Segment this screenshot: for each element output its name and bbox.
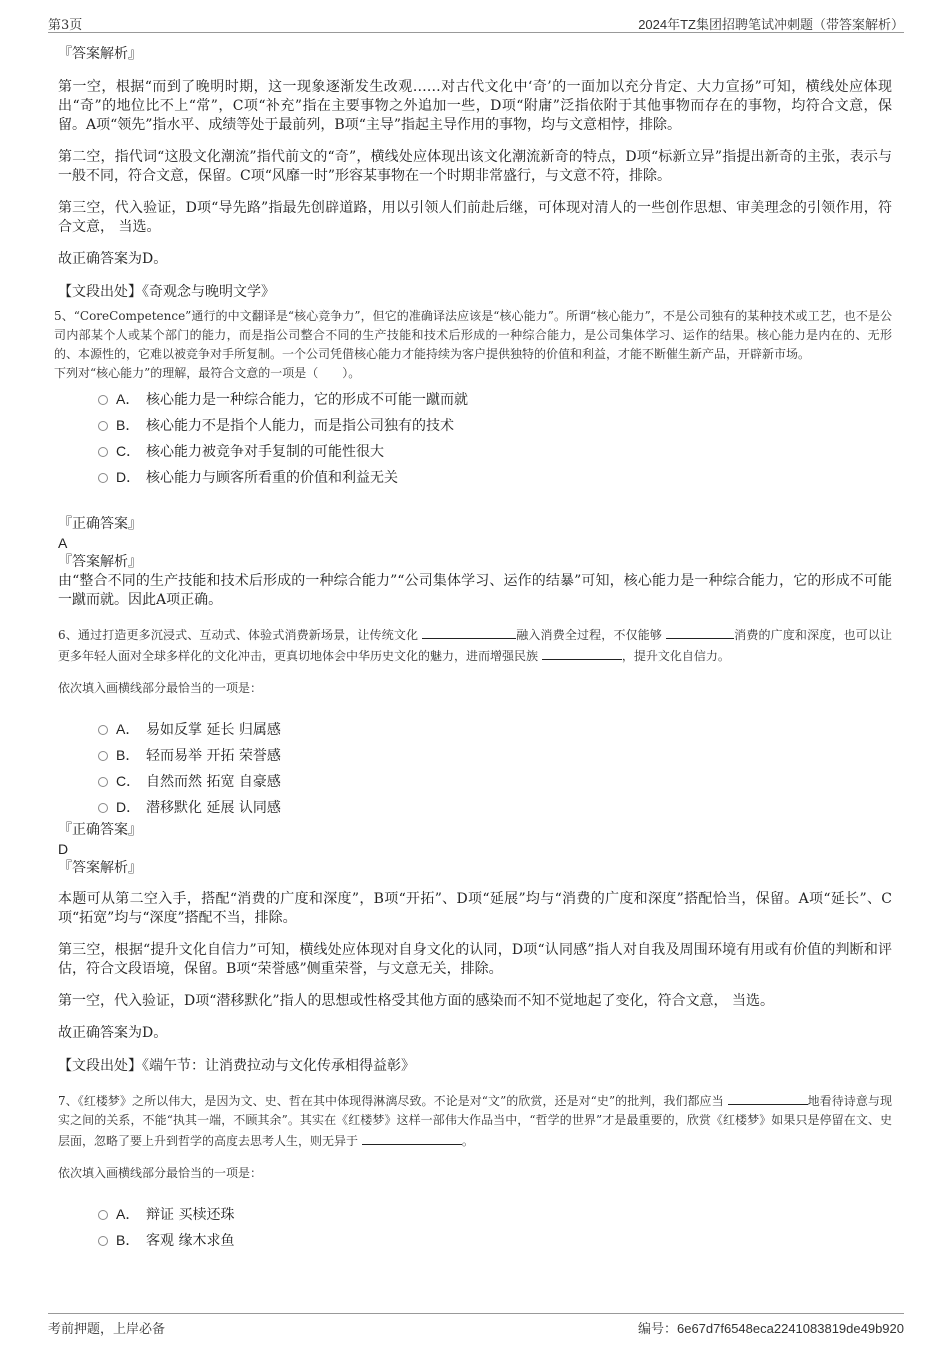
source-citation: 【文段出处】《端午节：让消费拉动与文化传承相得益彰》	[58, 1058, 415, 1074]
radio-button[interactable]	[98, 395, 108, 405]
page-footer	[48, 1313, 904, 1337]
question-stem: 5、“CoreCompetence”通行的中文翻译是“核心竞争力”，但它的准确译法应该是“核心能力”。所谓“核心能力”，不是公司独有的某种技术或工艺，也不是公司内部某个人或某个部门的能力，而是指公司整合不同的生产技能和技术后形成的一种综合能力，是公司集体学习、运作的结果。核心能力是内在的、无形的、本源性的，它难以被竞争对手所复制。一个公司凭借核心能力才能持续为客户提供独特的价值和利益，才能不断催生新产品，开辟新市场。	[54, 309, 892, 361]
source-citation: 【文段出处】《奇观念与晚明文学》	[58, 284, 275, 300]
radio-button[interactable]	[98, 803, 108, 813]
option-list	[58, 716, 892, 820]
option-list	[58, 1201, 892, 1253]
question-prompt: 依次填入画横线部分最恰当的一项是：	[58, 1166, 263, 1180]
analysis-paragraph: 第二空，指代词“这股文化潮流”指代前文的“奇”，横线处应体现出该文化潮流新奇的特点，D项“标新立异”指提出新奇的主张，表示与一般不同，符合文意，保留。C项“风靡一时”形容某事物在一个时期非常盛行，与文意不符，排除。	[58, 149, 892, 184]
correct-answer-label: 『正确答案』	[58, 822, 142, 838]
analysis-paragraph: 本题可从第二空入手，搭配“消费的广度和深度”，B项“开拓”、D项“延展”均与“消费的广度和深度”搭配恰当，保留。A项“延长”、C项“拓宽”均与“深度”搭配不当，排除。	[58, 891, 892, 926]
analysis-label: 『答案解析』	[58, 860, 142, 876]
document-code: 编号：6e67d7f6548eca2241083819de49b920	[637, 1321, 904, 1337]
answer-blank	[362, 1130, 462, 1145]
final-answer-note: 故正确答案为D。	[58, 1025, 168, 1041]
final-answer-note: 故正确答案为D。	[58, 251, 168, 267]
option-d[interactable]: D． 核心能力与顾客所看重的价值和利益无关	[58, 464, 892, 490]
document-title: 2024年TZ集团招聘笔试冲刺题（带答案解析）	[638, 17, 904, 32]
radio-button[interactable]	[98, 777, 108, 787]
radio-button[interactable]	[98, 447, 108, 457]
analysis-label: 『答案解析』	[58, 46, 142, 62]
option-b[interactable]: B． 核心能力不是指个人能力，而是指公司独有的技术	[58, 412, 892, 438]
correct-answer: D	[58, 841, 69, 857]
answer-blank	[666, 624, 734, 639]
option-d[interactable]: D． 潜移默化 延展 认同感	[58, 794, 892, 820]
radio-button[interactable]	[98, 1236, 108, 1246]
option-c[interactable]: C． 自然而然 拓宽 自豪感	[58, 768, 892, 794]
answer-blank	[728, 1090, 808, 1105]
question-prompt: 下列对“核心能力”的理解，最符合文意的一项是（ ）。	[54, 366, 361, 380]
radio-button[interactable]	[98, 473, 108, 483]
footer-slogan: 考前押题，上岸必备	[48, 1322, 166, 1337]
analysis-paragraph: 第一空，代入验证，D项“潜移默化”指人的思想或性格受其他方面的感染而不知不觉地起了变化，符合文意， 当选。	[58, 993, 774, 1009]
analysis-paragraph: 第一空，根据“而到了晚明时期，这一现象逐渐发生改观……对古代文化中‘奇’的一面加以充分肯定、大力宣扬”可知，横线处应体现出“奇”的地位比不上“常”，C项“补充”指在主要事物之外追加一些，D项“附庸”泛指依附于其他事物而存在的事物，均符合文意，保留。A项“领先”指水平、成绩等处于最前列，B项“主导”指起主导作用的事物，均与文意相悖，排除。	[58, 79, 892, 133]
option-b[interactable]: B． 轻而易举 开拓 荣誉感	[58, 742, 892, 768]
document-body	[54, 44, 892, 1253]
analysis-paragraph: 第三空，代入验证，D项“导先路”指最先创辟道路，用以引领人们前赴后继，可体现对清人的一些创作思想、审美理念的引领作用，符合文意， 当选。	[58, 200, 892, 235]
question-prompt: 依次填入画横线部分最恰当的一项是：	[58, 681, 263, 695]
correct-answer-label: 『正确答案』	[58, 516, 142, 532]
radio-button[interactable]	[98, 421, 108, 431]
answer-blank	[422, 624, 516, 639]
option-a[interactable]: A． 核心能力是一种综合能力，它的形成不可能一蹴而就	[58, 386, 892, 412]
question-stem: 6、通过打造更多沉浸式、互动式、体验式消费新场景，让传统文化 融入消费全过程，不仅能够 消费的广度和深度，也可以让更多年轻人面对全球多样化的文化冲击，更真切地体会中华历史文化的魅力，进而增强民族 ，提升文化自信力。	[58, 624, 892, 666]
option-a[interactable]: A． 辩证 买椟还珠	[58, 1201, 892, 1227]
analysis-paragraph: 由“整合不同的生产技能和技术后形成的一种综合能力”“公司集体学习、运作的结暴”可知，核心能力是一种综合能力，它的形成不可能一蹴而就。因此A项正确。	[58, 573, 892, 608]
page-number: 第3页	[48, 18, 83, 33]
question-stem: 7、《红楼梦》之所以伟大，是因为文、史、哲在其中体现得淋漓尽致。不论是对“文”的欣赏，还是对“史”的批判，我们都应当 地看待诗意与现实之间的关系，不能“执其一端，不顾其余”。其实在《红楼梦》这样一部伟大作品当中，“哲学的世界”才是最重要的，欣赏《红楼梦》如果只是停留在文、史层面，忽略了要上升到哲学的高度去思考人生，则无异于 。	[58, 1090, 892, 1151]
option-c[interactable]: C． 核心能力被竞争对手复制的可能性很大	[58, 438, 892, 464]
correct-answer: A	[58, 535, 68, 551]
radio-button[interactable]	[98, 1210, 108, 1220]
radio-button[interactable]	[98, 725, 108, 735]
page-header	[48, 12, 904, 33]
radio-button[interactable]	[98, 751, 108, 761]
analysis-label: 『答案解析』	[58, 554, 142, 570]
answer-blank	[542, 645, 622, 660]
option-list	[58, 386, 892, 490]
option-b[interactable]: B． 客观 缘木求鱼	[58, 1227, 892, 1253]
option-a[interactable]: A． 易如反掌 延长 归属感	[58, 716, 892, 742]
analysis-paragraph: 第三空，根据“提升文化自信力”可知，横线处应体现对自身文化的认同，D项“认同感”指人对自我及周围环境有用或有价值的判断和评估，符合文段语境，保留。B项“荣誉感”侧重荣誉，与文意无关，排除。	[58, 942, 892, 977]
